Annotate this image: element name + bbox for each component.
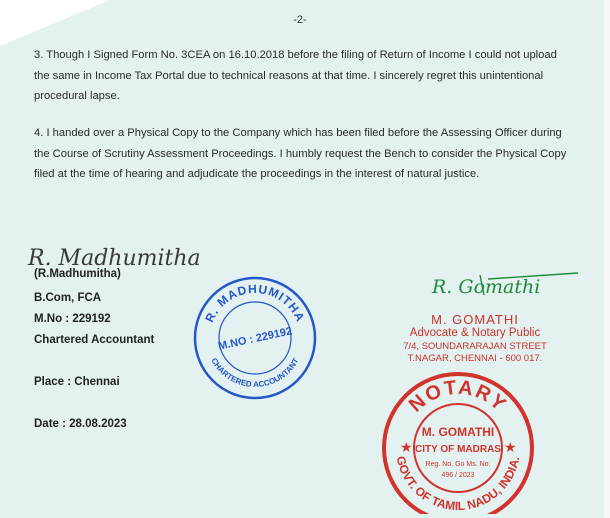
notary-signature <box>428 265 578 305</box>
paragraph-3: 3. Though I Signed Form No. 3CEA on 16.10.2018 before the filing of Return of Income I could not upload the same in Income Tax Portal due to technical reasons at that time. I sincerely regret this unintentional procedural lapse. <box>34 49 557 102</box>
notary-title: Advocate & Notary Public <box>409 327 541 339</box>
chartered-accountant-stamp <box>192 275 318 401</box>
signatory-designation: Chartered Accountant <box>34 334 155 346</box>
notary-signature-text: R. Gomathi <box>432 276 541 298</box>
ca-stamp-top-text: R. MADHUMITHA <box>202 281 308 325</box>
svg-text:R. MADHUMITHA <box>202 282 307 325</box>
signatory-qualification: B.Com, FCA <box>34 292 102 304</box>
notary-address-1: 7/4, SOUNDARARAJAN STREET <box>403 341 547 352</box>
svg-text:CHARTERED ACCOUNTANT <box>209 356 300 389</box>
notary-address-2: T.NAGAR, CHENNAI - 600 017. <box>407 353 543 364</box>
seal-city: CITY OF MADRAS <box>415 444 501 455</box>
seal-star-icon: ★ <box>504 439 517 455</box>
seal-reg-1: Reg. No. Go Ms. No. <box>425 461 491 468</box>
seal-top-text: NOTARY <box>404 376 512 417</box>
ca-stamp-bottom-text: CHARTERED ACCOUNTANT <box>209 356 301 390</box>
signatory-membership: M.No : 229192 <box>34 313 111 325</box>
paragraph-4: 4. I handed over a Physical Copy to the Company which has been filed before the Assessing Officer during the Course of Scrutiny Assessment Proceedings. I humbly request the Bench to consider the Physical Copy filed at the time of hearing and adjudicate the proceedings in the interest of natural justice. <box>34 127 567 180</box>
notary-name: M. GOMATHI <box>431 312 519 327</box>
page-number: -2- <box>293 14 307 26</box>
page-edge <box>604 0 610 518</box>
signature-text: R. Madhumitha <box>28 246 201 271</box>
notary-seal <box>368 368 548 514</box>
place-line: Place : Chennai <box>34 376 120 388</box>
seal-reg-2: 496 / 2023 <box>441 472 475 479</box>
ca-stamp-mno: M.NO : 229192 <box>217 325 294 353</box>
seal-bottom-text: GOVT. OF TAMIL NADU, INDIA. <box>393 454 523 514</box>
seal-star-icon: ★ <box>400 439 413 455</box>
signatory-name: (R.Madhumitha) <box>34 268 121 280</box>
seal-center-name: M. GOMATHI <box>421 425 495 439</box>
date-line: Date : 28.08.2023 <box>34 418 127 430</box>
